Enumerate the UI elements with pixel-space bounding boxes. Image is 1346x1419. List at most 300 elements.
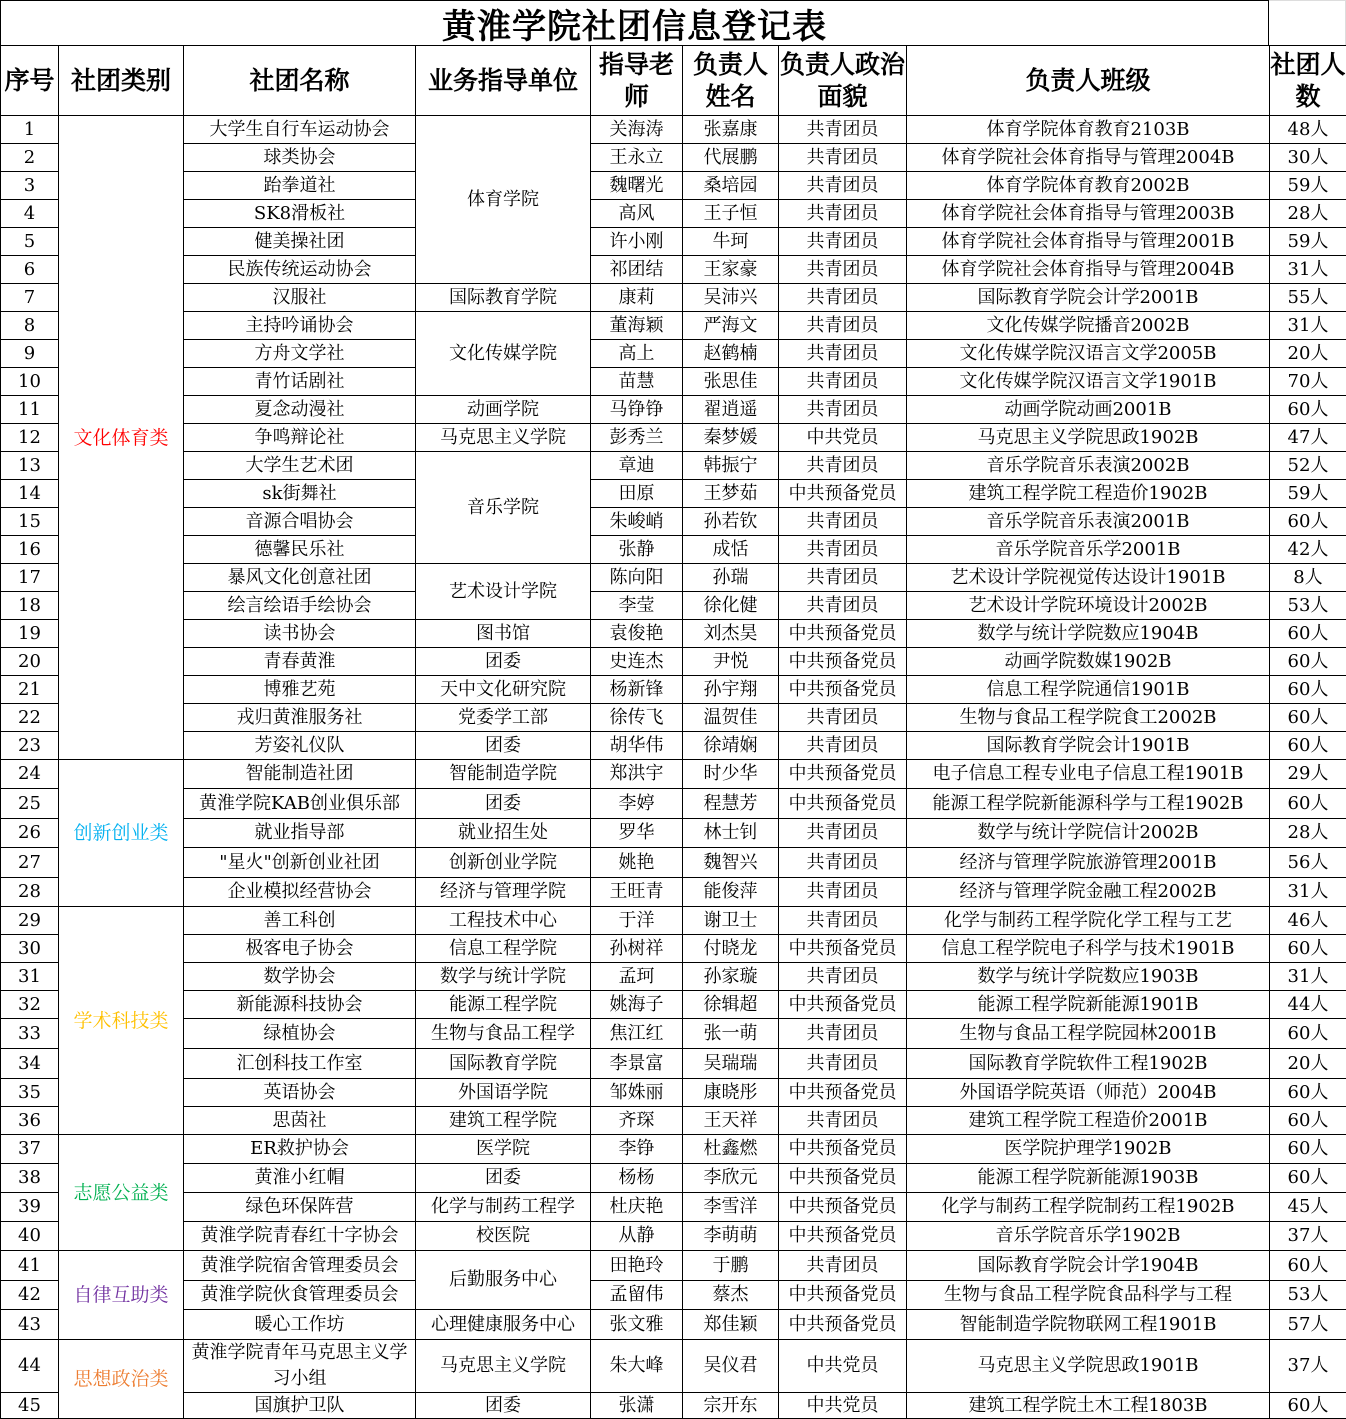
header-advisor[interactable]: 指导老师 bbox=[591, 46, 683, 116]
member-count-cell[interactable]: 60人 bbox=[1270, 1135, 1346, 1164]
advisor-cell[interactable]: 高上 bbox=[591, 340, 683, 368]
club-name-cell[interactable]: 新能源科技协会 bbox=[184, 991, 416, 1019]
seq-cell[interactable]: 20 bbox=[1, 648, 59, 676]
seq-cell[interactable]: 43 bbox=[1, 1310, 59, 1340]
unit-cell[interactable]: 创新创业学院 bbox=[416, 848, 591, 878]
seq-cell[interactable]: 7 bbox=[1, 284, 59, 312]
unit-cell[interactable]: 心理健康服务中心 bbox=[416, 1310, 591, 1340]
seq-cell[interactable]: 3 bbox=[1, 172, 59, 200]
political-cell[interactable]: 共青团员 bbox=[779, 172, 907, 200]
unit-cell[interactable]: 校医院 bbox=[416, 1222, 591, 1251]
class-cell[interactable]: 体育学院体育教育2002B bbox=[907, 172, 1270, 200]
political-cell[interactable]: 中共预备党员 bbox=[779, 648, 907, 676]
leader-cell[interactable]: 徐靖娴 bbox=[683, 732, 779, 760]
political-cell[interactable]: 共青团员 bbox=[779, 564, 907, 592]
political-cell[interactable]: 中共预备党员 bbox=[779, 1135, 907, 1164]
unit-cell[interactable]: 图书馆 bbox=[416, 620, 591, 648]
member-count-cell[interactable]: 60人 bbox=[1270, 1251, 1346, 1281]
club-name-cell[interactable]: 智能制造社团 bbox=[184, 760, 416, 789]
class-cell[interactable]: 体育学院体育教育2103B bbox=[907, 116, 1270, 144]
seq-cell[interactable]: 33 bbox=[1, 1019, 59, 1049]
political-cell[interactable]: 共青团员 bbox=[779, 907, 907, 935]
political-cell[interactable]: 共青团员 bbox=[779, 592, 907, 620]
class-cell[interactable]: 能源工程学院新能源1901B bbox=[907, 991, 1270, 1019]
leader-cell[interactable]: 吴瑞瑞 bbox=[683, 1049, 779, 1079]
empty-cell[interactable] bbox=[1269, 0, 1346, 46]
unit-cell[interactable]: 音乐学院 bbox=[416, 452, 591, 564]
leader-cell[interactable]: 林士钊 bbox=[683, 819, 779, 848]
club-name-cell[interactable]: 读书协会 bbox=[184, 620, 416, 648]
seq-cell[interactable]: 45 bbox=[1, 1393, 59, 1419]
club-name-cell[interactable]: 跆拳道社 bbox=[184, 172, 416, 200]
seq-cell[interactable]: 25 bbox=[1, 789, 59, 819]
class-cell[interactable]: 能源工程学院新能源科学与工程1902B bbox=[907, 789, 1270, 819]
header-category[interactable]: 社团类别 bbox=[59, 46, 184, 116]
unit-cell[interactable]: 团委 bbox=[416, 789, 591, 819]
advisor-cell[interactable]: 袁俊艳 bbox=[591, 620, 683, 648]
category-cell[interactable]: 自律互助类 bbox=[59, 1251, 184, 1340]
seq-cell[interactable]: 19 bbox=[1, 620, 59, 648]
class-cell[interactable]: 体育学院社会体育指导与管理2004B bbox=[907, 144, 1270, 172]
seq-cell[interactable]: 17 bbox=[1, 564, 59, 592]
unit-cell[interactable]: 工程技术中心 bbox=[416, 907, 591, 935]
advisor-cell[interactable]: 邹姝丽 bbox=[591, 1079, 683, 1107]
advisor-cell[interactable]: 康莉 bbox=[591, 284, 683, 312]
advisor-cell[interactable]: 王旺青 bbox=[591, 878, 683, 907]
club-name-cell[interactable]: 主持吟诵协会 bbox=[184, 312, 416, 340]
leader-cell[interactable]: 翟逍遥 bbox=[683, 396, 779, 424]
member-count-cell[interactable]: 30人 bbox=[1270, 144, 1346, 172]
class-cell[interactable]: 外国语学院英语（师范）2004B bbox=[907, 1079, 1270, 1107]
class-cell[interactable]: 生物与食品工程学院园林2001B bbox=[907, 1019, 1270, 1049]
club-name-cell[interactable]: 极客电子协会 bbox=[184, 935, 416, 963]
leader-cell[interactable]: 李欣元 bbox=[683, 1164, 779, 1193]
header-count[interactable]: 社团人数 bbox=[1270, 46, 1346, 116]
header-unit[interactable]: 业务指导单位 bbox=[416, 46, 591, 116]
advisor-cell[interactable]: 田艳玲 bbox=[591, 1251, 683, 1281]
seq-cell[interactable]: 44 bbox=[1, 1340, 59, 1393]
unit-cell[interactable]: 国际教育学院 bbox=[416, 1049, 591, 1079]
political-cell[interactable]: 中共预备党员 bbox=[779, 1164, 907, 1193]
club-name-cell[interactable]: 暴风文化创意社团 bbox=[184, 564, 416, 592]
class-cell[interactable]: 动画学院动画2001B bbox=[907, 396, 1270, 424]
leader-cell[interactable]: 于鹏 bbox=[683, 1251, 779, 1281]
political-cell[interactable]: 共青团员 bbox=[779, 878, 907, 907]
member-count-cell[interactable]: 60人 bbox=[1270, 789, 1346, 819]
member-count-cell[interactable]: 44人 bbox=[1270, 991, 1346, 1019]
member-count-cell[interactable]: 28人 bbox=[1270, 819, 1346, 848]
leader-cell[interactable]: 代展鹏 bbox=[683, 144, 779, 172]
class-cell[interactable]: 音乐学院音乐学2001B bbox=[907, 536, 1270, 564]
unit-cell[interactable]: 数学与统计学院 bbox=[416, 963, 591, 991]
seq-cell[interactable]: 23 bbox=[1, 732, 59, 760]
class-cell[interactable]: 经济与管理学院旅游管理2001B bbox=[907, 848, 1270, 878]
member-count-cell[interactable]: 60人 bbox=[1270, 508, 1346, 536]
category-cell[interactable]: 学术科技类 bbox=[59, 907, 184, 1135]
advisor-cell[interactable]: 孟留伟 bbox=[591, 1281, 683, 1310]
unit-cell[interactable]: 团委 bbox=[416, 1164, 591, 1193]
seq-cell[interactable]: 21 bbox=[1, 676, 59, 704]
class-cell[interactable]: 经济与管理学院金融工程2002B bbox=[907, 878, 1270, 907]
member-count-cell[interactable]: 8人 bbox=[1270, 564, 1346, 592]
class-cell[interactable]: 国际教育学院会计1901B bbox=[907, 732, 1270, 760]
club-name-cell[interactable]: 汉服社 bbox=[184, 284, 416, 312]
unit-cell[interactable]: 文化传媒学院 bbox=[416, 312, 591, 396]
political-cell[interactable]: 中共预备党员 bbox=[779, 620, 907, 648]
political-cell[interactable]: 共青团员 bbox=[779, 452, 907, 480]
leader-cell[interactable]: 徐化健 bbox=[683, 592, 779, 620]
advisor-cell[interactable]: 魏曙光 bbox=[591, 172, 683, 200]
club-name-cell[interactable]: 黄淮学院伙食管理委员会 bbox=[184, 1281, 416, 1310]
leader-cell[interactable]: 牛珂 bbox=[683, 228, 779, 256]
advisor-cell[interactable]: 齐琛 bbox=[591, 1107, 683, 1135]
political-cell[interactable]: 中共预备党员 bbox=[779, 1222, 907, 1251]
club-name-cell[interactable]: 健美操社团 bbox=[184, 228, 416, 256]
political-cell[interactable]: 共青团员 bbox=[779, 312, 907, 340]
member-count-cell[interactable]: 28人 bbox=[1270, 200, 1346, 228]
advisor-cell[interactable]: 朱峻峭 bbox=[591, 508, 683, 536]
club-name-cell[interactable]: 国旗护卫队 bbox=[184, 1393, 416, 1419]
seq-cell[interactable]: 28 bbox=[1, 878, 59, 907]
advisor-cell[interactable]: 张潇 bbox=[591, 1393, 683, 1419]
class-cell[interactable]: 艺术设计学院视觉传达设计1901B bbox=[907, 564, 1270, 592]
member-count-cell[interactable]: 37人 bbox=[1270, 1340, 1346, 1393]
class-cell[interactable]: 数学与统计学院信计2002B bbox=[907, 819, 1270, 848]
club-name-cell[interactable]: 就业指导部 bbox=[184, 819, 416, 848]
club-name-cell[interactable]: 争鸣辩论社 bbox=[184, 424, 416, 452]
leader-cell[interactable]: 尹悦 bbox=[683, 648, 779, 676]
seq-cell[interactable]: 38 bbox=[1, 1164, 59, 1193]
unit-cell[interactable]: 马克思主义学院 bbox=[416, 1340, 591, 1393]
advisor-cell[interactable]: 许小刚 bbox=[591, 228, 683, 256]
club-name-cell[interactable]: 大学生艺术团 bbox=[184, 452, 416, 480]
advisor-cell[interactable]: 朱大峰 bbox=[591, 1340, 683, 1393]
political-cell[interactable]: 共青团员 bbox=[779, 704, 907, 732]
club-name-cell[interactable]: 数学协会 bbox=[184, 963, 416, 991]
member-count-cell[interactable]: 60人 bbox=[1270, 1019, 1346, 1049]
class-cell[interactable]: 马克思主义学院思政1902B bbox=[907, 424, 1270, 452]
club-name-cell[interactable]: 汇创科技工作室 bbox=[184, 1049, 416, 1079]
leader-cell[interactable]: 吴沛兴 bbox=[683, 284, 779, 312]
class-cell[interactable]: 体育学院社会体育指导与管理2003B bbox=[907, 200, 1270, 228]
advisor-cell[interactable]: 孙树祥 bbox=[591, 935, 683, 963]
unit-cell[interactable]: 经济与管理学院 bbox=[416, 878, 591, 907]
political-cell[interactable]: 中共预备党员 bbox=[779, 760, 907, 789]
leader-cell[interactable]: 成恬 bbox=[683, 536, 779, 564]
class-cell[interactable]: 文化传媒学院播音2002B bbox=[907, 312, 1270, 340]
unit-cell[interactable]: 团委 bbox=[416, 648, 591, 676]
member-count-cell[interactable]: 53人 bbox=[1270, 592, 1346, 620]
political-cell[interactable]: 共青团员 bbox=[779, 284, 907, 312]
member-count-cell[interactable]: 57人 bbox=[1270, 1310, 1346, 1340]
class-cell[interactable]: 生物与食品工程学院食品科学与工程 bbox=[907, 1281, 1270, 1310]
club-name-cell[interactable]: 德馨民乐社 bbox=[184, 536, 416, 564]
class-cell[interactable]: 音乐学院音乐学1902B bbox=[907, 1222, 1270, 1251]
advisor-cell[interactable]: 杨杨 bbox=[591, 1164, 683, 1193]
leader-cell[interactable]: 王梦茹 bbox=[683, 480, 779, 508]
advisor-cell[interactable]: 于洋 bbox=[591, 907, 683, 935]
member-count-cell[interactable]: 59人 bbox=[1270, 228, 1346, 256]
club-name-cell[interactable]: 球类协会 bbox=[184, 144, 416, 172]
advisor-cell[interactable]: 高风 bbox=[591, 200, 683, 228]
political-cell[interactable]: 共青团员 bbox=[779, 368, 907, 396]
member-count-cell[interactable]: 60人 bbox=[1270, 704, 1346, 732]
political-cell[interactable]: 共青团员 bbox=[779, 200, 907, 228]
leader-cell[interactable]: 温贺佳 bbox=[683, 704, 779, 732]
club-name-cell[interactable]: 大学生自行车运动协会 bbox=[184, 116, 416, 144]
member-count-cell[interactable]: 60人 bbox=[1270, 1164, 1346, 1193]
member-count-cell[interactable]: 60人 bbox=[1270, 732, 1346, 760]
leader-cell[interactable]: 时少华 bbox=[683, 760, 779, 789]
club-name-cell[interactable]: 方舟文学社 bbox=[184, 340, 416, 368]
unit-cell[interactable]: 智能制造学院 bbox=[416, 760, 591, 789]
leader-cell[interactable]: 孙宇翔 bbox=[683, 676, 779, 704]
advisor-cell[interactable]: 马铮铮 bbox=[591, 396, 683, 424]
political-cell[interactable]: 共青团员 bbox=[779, 848, 907, 878]
leader-cell[interactable]: 张一萌 bbox=[683, 1019, 779, 1049]
seq-cell[interactable]: 12 bbox=[1, 424, 59, 452]
class-cell[interactable]: 信息工程学院电子科学与技术1901B bbox=[907, 935, 1270, 963]
leader-cell[interactable]: 康晓彤 bbox=[683, 1079, 779, 1107]
leader-cell[interactable]: 张嘉康 bbox=[683, 116, 779, 144]
leader-cell[interactable]: 秦梦媛 bbox=[683, 424, 779, 452]
advisor-cell[interactable]: 章迪 bbox=[591, 452, 683, 480]
member-count-cell[interactable]: 29人 bbox=[1270, 760, 1346, 789]
class-cell[interactable]: 电子信息工程专业电子信息工程1901B bbox=[907, 760, 1270, 789]
political-cell[interactable]: 共青团员 bbox=[779, 536, 907, 564]
header-name[interactable]: 社团名称 bbox=[184, 46, 416, 116]
member-count-cell[interactable]: 56人 bbox=[1270, 848, 1346, 878]
advisor-cell[interactable]: 徐传飞 bbox=[591, 704, 683, 732]
political-cell[interactable]: 共青团员 bbox=[779, 256, 907, 284]
advisor-cell[interactable]: 郑洪宇 bbox=[591, 760, 683, 789]
class-cell[interactable]: 国际教育学院软件工程1902B bbox=[907, 1049, 1270, 1079]
club-name-cell[interactable]: 思茵社 bbox=[184, 1107, 416, 1135]
class-cell[interactable]: 化学与制药工程学院化学工程与工艺 bbox=[907, 907, 1270, 935]
advisor-cell[interactable]: 姚海子 bbox=[591, 991, 683, 1019]
political-cell[interactable]: 共青团员 bbox=[779, 1049, 907, 1079]
political-cell[interactable]: 共青团员 bbox=[779, 228, 907, 256]
member-count-cell[interactable]: 42人 bbox=[1270, 536, 1346, 564]
unit-cell[interactable]: 团委 bbox=[416, 1393, 591, 1419]
advisor-cell[interactable]: 李铮 bbox=[591, 1135, 683, 1164]
seq-cell[interactable]: 10 bbox=[1, 368, 59, 396]
club-name-cell[interactable]: 戎归黄淮服务社 bbox=[184, 704, 416, 732]
advisor-cell[interactable]: 杨新锋 bbox=[591, 676, 683, 704]
club-name-cell[interactable]: 绿植协会 bbox=[184, 1019, 416, 1049]
seq-cell[interactable]: 13 bbox=[1, 452, 59, 480]
class-cell[interactable]: 生物与食品工程学院食工2002B bbox=[907, 704, 1270, 732]
member-count-cell[interactable]: 46人 bbox=[1270, 907, 1346, 935]
leader-cell[interactable]: 程慧芳 bbox=[683, 789, 779, 819]
unit-cell[interactable]: 国际教育学院 bbox=[416, 284, 591, 312]
unit-cell[interactable]: 化学与制药工程学 bbox=[416, 1193, 591, 1222]
club-name-cell[interactable]: 英语协会 bbox=[184, 1079, 416, 1107]
leader-cell[interactable]: 桑培园 bbox=[683, 172, 779, 200]
member-count-cell[interactable]: 60人 bbox=[1270, 676, 1346, 704]
member-count-cell[interactable]: 31人 bbox=[1270, 256, 1346, 284]
leader-cell[interactable]: 孙瑞 bbox=[683, 564, 779, 592]
advisor-cell[interactable]: 姚艳 bbox=[591, 848, 683, 878]
leader-cell[interactable]: 严海文 bbox=[683, 312, 779, 340]
leader-cell[interactable]: 刘杰昊 bbox=[683, 620, 779, 648]
member-count-cell[interactable]: 52人 bbox=[1270, 452, 1346, 480]
seq-cell[interactable]: 4 bbox=[1, 200, 59, 228]
unit-cell[interactable]: 动画学院 bbox=[416, 396, 591, 424]
seq-cell[interactable]: 15 bbox=[1, 508, 59, 536]
unit-cell[interactable]: 建筑工程学院 bbox=[416, 1107, 591, 1135]
member-count-cell[interactable]: 55人 bbox=[1270, 284, 1346, 312]
member-count-cell[interactable]: 60人 bbox=[1270, 648, 1346, 676]
political-cell[interactable]: 共青团员 bbox=[779, 396, 907, 424]
seq-cell[interactable]: 6 bbox=[1, 256, 59, 284]
seq-cell[interactable]: 26 bbox=[1, 819, 59, 848]
class-cell[interactable]: 马克思主义学院思政1901B bbox=[907, 1340, 1270, 1393]
advisor-cell[interactable]: 胡华伟 bbox=[591, 732, 683, 760]
unit-cell[interactable]: 党委学工部 bbox=[416, 704, 591, 732]
class-cell[interactable]: 智能制造学院物联网工程1901B bbox=[907, 1310, 1270, 1340]
unit-cell[interactable]: 艺术设计学院 bbox=[416, 564, 591, 620]
seq-cell[interactable]: 24 bbox=[1, 760, 59, 789]
member-count-cell[interactable]: 60人 bbox=[1270, 396, 1346, 424]
political-cell[interactable]: 共青团员 bbox=[779, 1251, 907, 1281]
advisor-cell[interactable]: 陈向阳 bbox=[591, 564, 683, 592]
advisor-cell[interactable]: 焦江红 bbox=[591, 1019, 683, 1049]
advisor-cell[interactable]: 罗华 bbox=[591, 819, 683, 848]
leader-cell[interactable]: 韩振宁 bbox=[683, 452, 779, 480]
advisor-cell[interactable]: 孟珂 bbox=[591, 963, 683, 991]
member-count-cell[interactable]: 20人 bbox=[1270, 340, 1346, 368]
leader-cell[interactable]: 张思佳 bbox=[683, 368, 779, 396]
leader-cell[interactable]: 谢卫士 bbox=[683, 907, 779, 935]
unit-cell[interactable]: 马克思主义学院 bbox=[416, 424, 591, 452]
member-count-cell[interactable]: 31人 bbox=[1270, 963, 1346, 991]
seq-cell[interactable]: 1 bbox=[1, 116, 59, 144]
political-cell[interactable]: 共青团员 bbox=[779, 1107, 907, 1135]
club-name-cell[interactable]: 暖心工作坊 bbox=[184, 1310, 416, 1340]
political-cell[interactable]: 中共预备党员 bbox=[779, 935, 907, 963]
political-cell[interactable]: 共青团员 bbox=[779, 732, 907, 760]
unit-cell[interactable]: 就业招生处 bbox=[416, 819, 591, 848]
member-count-cell[interactable]: 59人 bbox=[1270, 480, 1346, 508]
club-name-cell[interactable]: 夏念动漫社 bbox=[184, 396, 416, 424]
unit-cell[interactable]: 外国语学院 bbox=[416, 1079, 591, 1107]
unit-cell[interactable]: 体育学院 bbox=[416, 116, 591, 284]
club-name-cell[interactable]: 企业模拟经营协会 bbox=[184, 878, 416, 907]
seq-cell[interactable]: 31 bbox=[1, 963, 59, 991]
leader-cell[interactable]: 宗开东 bbox=[683, 1393, 779, 1419]
member-count-cell[interactable]: 59人 bbox=[1270, 172, 1346, 200]
leader-cell[interactable]: 孙家璇 bbox=[683, 963, 779, 991]
leader-cell[interactable]: 赵鹤楠 bbox=[683, 340, 779, 368]
leader-cell[interactable]: 能俊萍 bbox=[683, 878, 779, 907]
advisor-cell[interactable]: 从静 bbox=[591, 1222, 683, 1251]
class-cell[interactable]: 建筑工程学院工程造价1902B bbox=[907, 480, 1270, 508]
member-count-cell[interactable]: 31人 bbox=[1270, 312, 1346, 340]
political-cell[interactable]: 共青团员 bbox=[779, 819, 907, 848]
political-cell[interactable]: 中共预备党员 bbox=[779, 1281, 907, 1310]
class-cell[interactable]: 化学与制药工程学院制药工程1902B bbox=[907, 1193, 1270, 1222]
club-name-cell[interactable]: 绿色环保阵营 bbox=[184, 1193, 416, 1222]
member-count-cell[interactable]: 70人 bbox=[1270, 368, 1346, 396]
seq-cell[interactable]: 5 bbox=[1, 228, 59, 256]
seq-cell[interactable]: 41 bbox=[1, 1251, 59, 1281]
political-cell[interactable]: 共青团员 bbox=[779, 508, 907, 536]
club-name-cell[interactable]: 善工科创 bbox=[184, 907, 416, 935]
leader-cell[interactable]: 王子恒 bbox=[683, 200, 779, 228]
advisor-cell[interactable]: 田原 bbox=[591, 480, 683, 508]
seq-cell[interactable]: 27 bbox=[1, 848, 59, 878]
member-count-cell[interactable]: 60人 bbox=[1270, 935, 1346, 963]
seq-cell[interactable]: 42 bbox=[1, 1281, 59, 1310]
advisor-cell[interactable]: 张文雅 bbox=[591, 1310, 683, 1340]
seq-cell[interactable]: 36 bbox=[1, 1107, 59, 1135]
class-cell[interactable]: 动画学院数媒1902B bbox=[907, 648, 1270, 676]
political-cell[interactable]: 中共党员 bbox=[779, 1340, 907, 1393]
header-class[interactable]: 负责人班级 bbox=[907, 46, 1270, 116]
seq-cell[interactable]: 29 bbox=[1, 907, 59, 935]
leader-cell[interactable]: 李萌萌 bbox=[683, 1222, 779, 1251]
unit-cell[interactable]: 医学院 bbox=[416, 1135, 591, 1164]
leader-cell[interactable]: 李雪洋 bbox=[683, 1193, 779, 1222]
member-count-cell[interactable]: 31人 bbox=[1270, 878, 1346, 907]
seq-cell[interactable]: 32 bbox=[1, 991, 59, 1019]
advisor-cell[interactable]: 李景富 bbox=[591, 1049, 683, 1079]
political-cell[interactable]: 中共党员 bbox=[779, 424, 907, 452]
class-cell[interactable]: 能源工程学院新能源1903B bbox=[907, 1164, 1270, 1193]
class-cell[interactable]: 国际教育学院会计学1904B bbox=[907, 1251, 1270, 1281]
political-cell[interactable]: 中共预备党员 bbox=[779, 1079, 907, 1107]
member-count-cell[interactable]: 53人 bbox=[1270, 1281, 1346, 1310]
club-name-cell[interactable]: 黄淮学院青年马克思主义学习小组 bbox=[184, 1340, 416, 1393]
political-cell[interactable]: 共青团员 bbox=[779, 1019, 907, 1049]
class-cell[interactable]: 音乐学院音乐表演2001B bbox=[907, 508, 1270, 536]
political-cell[interactable]: 中共预备党员 bbox=[779, 676, 907, 704]
advisor-cell[interactable]: 关海涛 bbox=[591, 116, 683, 144]
political-cell[interactable]: 共青团员 bbox=[779, 340, 907, 368]
club-name-cell[interactable]: "星火"创新创业社团 bbox=[184, 848, 416, 878]
class-cell[interactable]: 信息工程学院通信1901B bbox=[907, 676, 1270, 704]
leader-cell[interactable]: 郑佳颖 bbox=[683, 1310, 779, 1340]
category-cell[interactable]: 志愿公益类 bbox=[59, 1135, 184, 1251]
class-cell[interactable]: 文化传媒学院汉语言文学1901B bbox=[907, 368, 1270, 396]
seq-cell[interactable]: 18 bbox=[1, 592, 59, 620]
advisor-cell[interactable]: 史连杰 bbox=[591, 648, 683, 676]
club-name-cell[interactable]: ER救护协会 bbox=[184, 1135, 416, 1164]
advisor-cell[interactable]: 祁团结 bbox=[591, 256, 683, 284]
advisor-cell[interactable]: 李婷 bbox=[591, 789, 683, 819]
club-name-cell[interactable]: 黄淮学院宿舍管理委员会 bbox=[184, 1251, 416, 1281]
advisor-cell[interactable]: 王永立 bbox=[591, 144, 683, 172]
seq-cell[interactable]: 34 bbox=[1, 1049, 59, 1079]
class-cell[interactable]: 数学与统计学院数应1903B bbox=[907, 963, 1270, 991]
class-cell[interactable]: 体育学院社会体育指导与管理2001B bbox=[907, 228, 1270, 256]
seq-cell[interactable]: 11 bbox=[1, 396, 59, 424]
header-leader[interactable]: 负责人姓名 bbox=[683, 46, 779, 116]
political-cell[interactable]: 共青团员 bbox=[779, 144, 907, 172]
member-count-cell[interactable]: 47人 bbox=[1270, 424, 1346, 452]
class-cell[interactable]: 医学院护理学1902B bbox=[907, 1135, 1270, 1164]
political-cell[interactable]: 共青团员 bbox=[779, 963, 907, 991]
political-cell[interactable]: 中共预备党员 bbox=[779, 991, 907, 1019]
member-count-cell[interactable]: 45人 bbox=[1270, 1193, 1346, 1222]
unit-cell[interactable]: 信息工程学院 bbox=[416, 935, 591, 963]
club-name-cell[interactable]: SK8滑板社 bbox=[184, 200, 416, 228]
class-cell[interactable]: 体育学院社会体育指导与管理2004B bbox=[907, 256, 1270, 284]
member-count-cell[interactable]: 37人 bbox=[1270, 1222, 1346, 1251]
club-name-cell[interactable]: 黄淮小红帽 bbox=[184, 1164, 416, 1193]
seq-cell[interactable]: 9 bbox=[1, 340, 59, 368]
